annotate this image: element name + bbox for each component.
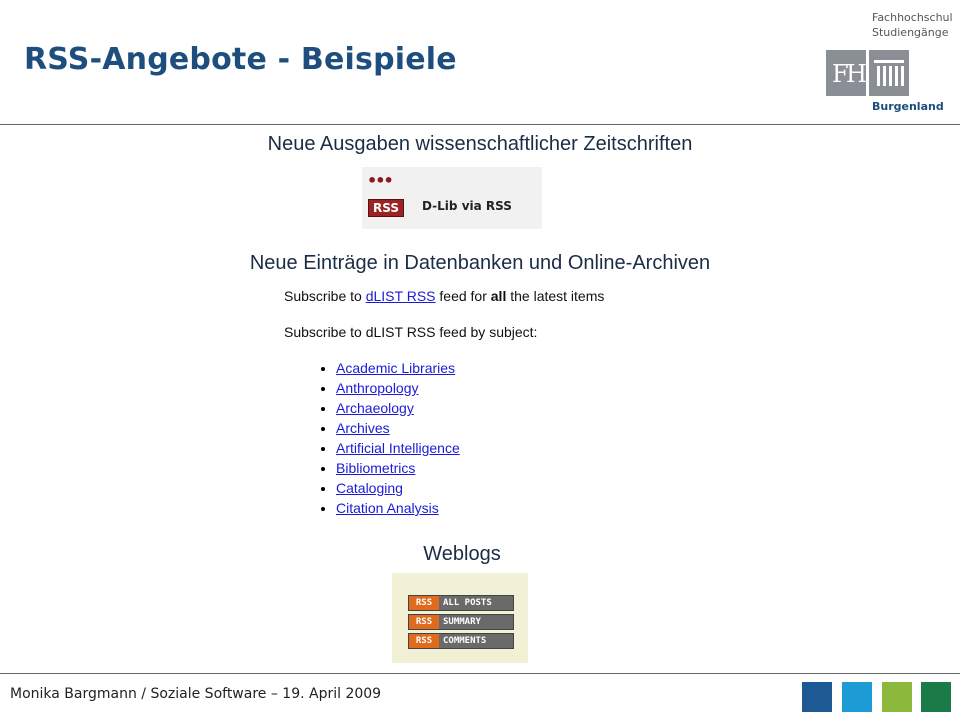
rss-tag: RSS <box>409 634 439 648</box>
dlib-badge-label: D-Lib via RSS <box>422 199 512 213</box>
fh-burgenland-logo <box>826 10 952 116</box>
footer-square-2 <box>842 682 872 712</box>
logo-fh-mark <box>826 50 866 96</box>
building-icon <box>869 50 909 96</box>
dlist-screenshot <box>270 284 690 526</box>
dlist-rss-link[interactable]: dLIST RSS <box>365 288 436 304</box>
logo-building-mark <box>869 50 909 96</box>
weblogs-heading: Weblogs <box>423 543 501 565</box>
footer-square-4 <box>921 682 951 712</box>
list-item <box>336 498 460 518</box>
svg-text:F: F <box>832 60 849 88</box>
subject-link[interactable]: Artificial Intelligence <box>336 440 460 456</box>
list-item <box>336 398 460 418</box>
subscribe-suffix: the latest items <box>506 288 605 304</box>
dots-icon: ••• <box>367 171 392 190</box>
subscribe-mid: feed for <box>435 288 491 304</box>
subject-list <box>318 358 460 518</box>
subject-link[interactable]: Archaeology <box>336 400 414 416</box>
subscribe-bold: all <box>490 288 507 304</box>
rss-badge: RSS <box>368 199 404 217</box>
footer-square-3 <box>882 682 912 712</box>
rss-summary-button[interactable] <box>408 614 514 630</box>
dlib-rss-image[interactable] <box>362 167 542 229</box>
list-item <box>336 418 460 438</box>
subscribe-all-line <box>284 288 604 304</box>
list-item <box>336 458 460 478</box>
logo-top-line-1: Fachhochschul <box>872 11 953 24</box>
list-item <box>336 438 460 458</box>
footer-square-1 <box>802 682 832 712</box>
rss-tag: RSS <box>409 615 439 629</box>
subject-link[interactable]: Citation Analysis <box>336 500 439 516</box>
subject-link[interactable]: Archives <box>336 420 390 436</box>
rss-button-label: ALL POSTS <box>443 598 492 608</box>
subscribe-prefix: Subscribe to <box>284 288 366 304</box>
header-divider <box>0 124 960 125</box>
footer-divider <box>0 673 960 674</box>
rss-comments-button[interactable] <box>408 633 514 649</box>
fh-monogram-icon <box>826 50 866 96</box>
subject-link[interactable]: Anthropology <box>336 380 419 396</box>
subscribe-subject-line: Subscribe to dLIST RSS feed by subject: <box>284 324 538 340</box>
subject-link[interactable]: Cataloging <box>336 480 403 496</box>
footer-text: Monika Bargmann / Soziale Software – 19. April 2009 <box>10 686 382 702</box>
list-item <box>336 378 460 398</box>
weblog-rss-buttons <box>392 573 528 663</box>
journals-heading: Neue Ausgaben wissenschaftlicher Zeitschriften <box>267 133 693 155</box>
list-item <box>336 358 460 378</box>
logo-bottom-text: Burgenland <box>872 100 944 113</box>
logo-top-text <box>872 10 953 40</box>
rss-button-label: SUMMARY <box>443 617 481 627</box>
svg-text:H: H <box>846 60 866 88</box>
logo-top-line-2: Studiengänge <box>872 26 949 39</box>
rss-all-posts-button[interactable] <box>408 595 514 611</box>
subject-link[interactable]: Bibliometrics <box>336 460 416 476</box>
archives-heading: Neue Einträge in Datenbanken und Online-Archiven <box>249 252 711 274</box>
list-item <box>336 478 460 498</box>
subject-link[interactable]: Academic Libraries <box>336 360 456 376</box>
rss-button-label: COMMENTS <box>443 636 487 646</box>
slide-title: RSS-Angebote - Beispiele <box>24 42 457 77</box>
rss-tag: RSS <box>409 596 439 610</box>
